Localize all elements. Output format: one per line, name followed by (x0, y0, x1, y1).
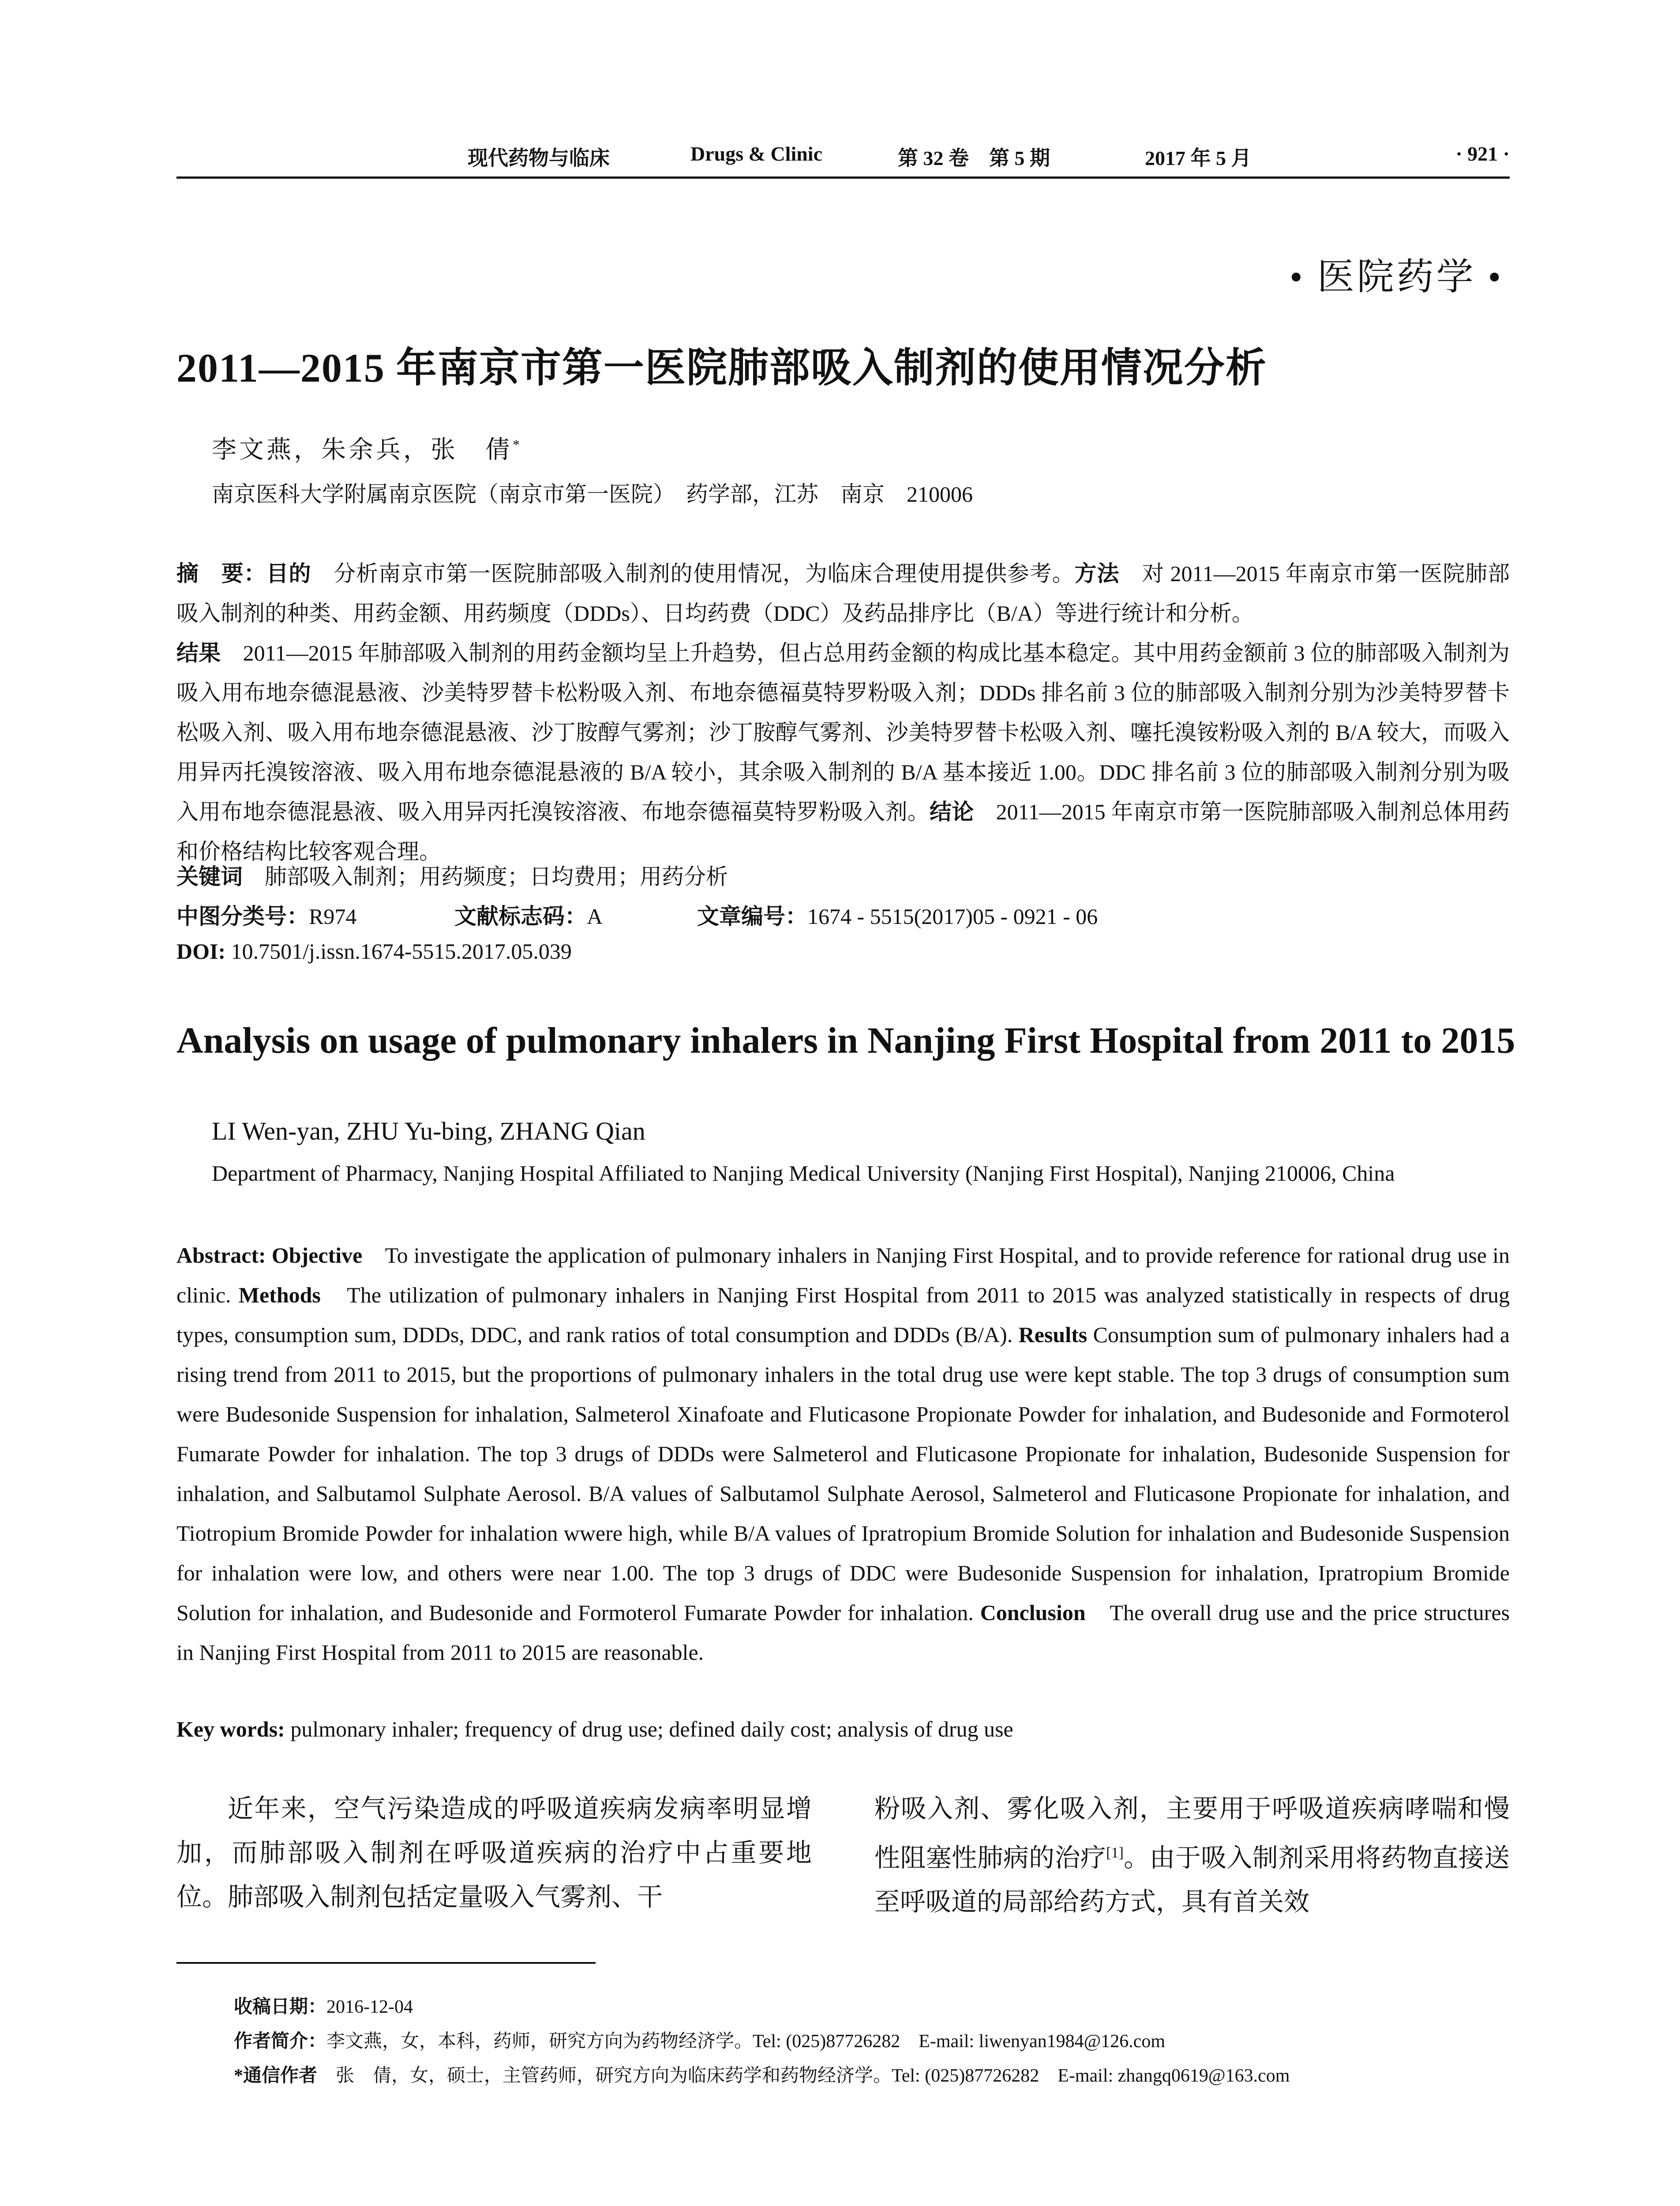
keywords-en (176, 1716, 1013, 1742)
author-names-zh: 李文燕，朱余兵，张 倩 (212, 436, 513, 464)
doc-code-value: A (587, 904, 603, 929)
objective-text-en: To investigate the application of pulmonary inhalers in Nanjing First Hospital, and to provide reference for rational drug use in clinic. (176, 1243, 1510, 1307)
results-label-en: Results (1018, 1322, 1088, 1347)
body-column-right (874, 1787, 1510, 1924)
conclusion-label-en: Conclusion (980, 1600, 1086, 1625)
body-right-text-a: 粉吸入剂、雾化吸入剂，主要用于呼吸道疾病哮喘和慢性阻塞性肺病的治疗 (874, 1794, 1510, 1872)
conclusion-text-en: The overall drug use and the price structures in Nanjing First Hospital from 2011 to 2015 are reasonable. (176, 1600, 1510, 1665)
article-number (697, 899, 1098, 930)
article-title-en: Analysis on usage of pulmonary inhalers in Nanjing First Hospital from 2011 to 2015 (176, 1020, 1515, 1061)
methods-text-zh: 对 2011—2015 年南京市第一医院肺部吸入制剂的种类、用药金额、用药频度（DDDs）、日均药费（DDC）及药品排序比（B/A）等进行统计和分析。 (176, 561, 1510, 626)
received-label: 收稿日期： (234, 1997, 327, 2017)
abstract-label-en: Abstract: (176, 1243, 266, 1268)
authors-en: LI Wen-yan, ZHU Yu-bing, ZHANG Qian (212, 1117, 645, 1145)
body-right-text-b: 。由于吸入制剂采用将药物直接送至呼吸道的局部给药方式，具有首关效 (874, 1843, 1510, 1917)
doi-line (176, 938, 572, 964)
footnote-author-bio (234, 2026, 1165, 2053)
publication-date: 2017 年 5 月 (1145, 147, 1252, 169)
authors-zh (212, 430, 522, 465)
corresponding-label: *通信作者 (234, 2066, 318, 2086)
clc-label: 中图分类号： (176, 904, 309, 929)
objective-text-zh: 分析南京市第一医院肺部吸入制剂的使用情况，为临床合理使用提供参考。 (311, 561, 1075, 586)
body-column-left: 近年来，空气污染造成的呼吸道疾病发病率明显增加，而肺部吸入制剂在呼吸道疾病的治疗中占重要地位。肺部吸入制剂包括定量吸入气雾剂、干 (176, 1794, 812, 1911)
classification-line (176, 899, 1510, 930)
affiliation-en: Department of Pharmacy, Nanjing Hospital Affiliated to Nanjing Medical University (Nanjing First Hospital), Nanjing 210006, China (212, 1161, 1395, 1186)
article-title-zh: 2011—2015 年南京市第一医院肺部吸入制剂的使用情况分析 (176, 345, 1267, 390)
objective-label-en: Objective (266, 1243, 363, 1268)
header-rule (176, 176, 1510, 179)
clc-value: R974 (309, 904, 357, 929)
results-label-zh: 结果 (176, 641, 221, 665)
keywords-text-en: pulmonary inhaler; frequency of drug use; defined daily cost; analysis of drug use (285, 1717, 1013, 1741)
abstract-label-zh: 摘 要： (176, 561, 266, 586)
abstract-en (176, 1235, 1510, 1672)
footnote-rule (176, 1962, 596, 1964)
methods-label-en: Methods (238, 1283, 321, 1307)
article-number-value: 1674 - 5515(2017)05 - 0921 - 06 (807, 904, 1098, 929)
doc-code-label: 文献标志码： (454, 904, 587, 929)
keywords-label-en: Key words: (176, 1717, 285, 1741)
conclusion-text-zh: 2011—2015 年南京市第一医院肺部吸入制剂总体用药和价格结构比较客观合理。 (176, 799, 1510, 864)
author-bio-label: 作者简介： (234, 2031, 327, 2052)
objective-label-zh: 目的 (266, 561, 311, 586)
journal-name-zh: 现代药物与临床 (468, 147, 610, 169)
document-code (454, 899, 603, 930)
received-date: 2016-12-04 (326, 1997, 413, 2017)
clc-number (176, 899, 356, 930)
keywords-zh (176, 859, 728, 891)
article-number-label: 文章编号： (697, 904, 807, 929)
abstract-zh (176, 554, 1510, 871)
journal-name-en: Drugs & Clinic (690, 143, 822, 165)
section-label: • 医院药学 • (1290, 257, 1504, 298)
results-text-zh: 2011—2015 年肺部吸入制剂的用药金额均呈上升趋势，但占总用药金额的构成比基本稳定。其中用药金额前 3 位的肺部吸入制剂为吸入用布地奈德混悬液、沙美特罗替卡松粉吸入剂、布地奈德福莫特罗粉吸入剂；DDDs 排名前 3 位的肺部吸入制剂分别为沙美特罗替卡松吸入剂、吸入用布地奈德混悬液、沙丁胺醇气雾剂；沙丁胺醇气雾剂、沙美特罗替卡松吸入剂、噻托溴铵粉吸入剂的 B/A 较大，而吸入用异丙托溴铵溶液、吸入用布地奈德混悬液的 B/A 较小，其余吸入制剂的 B/A 基本接近 1.00。DDC 排名前 3 位的肺部吸入制剂分别为吸入用布地奈德混悬液、吸入用异丙托溴铵溶液、布地奈德福莫特罗粉吸入剂。 (176, 641, 1510, 824)
affiliation-zh: 南京医科大学附属南京医院（南京市第一医院） 药学部，江苏 南京 210006 (212, 482, 973, 506)
doi-label: DOI: (176, 939, 226, 964)
author-bio-text: 李文燕，女，本科，药师，研究方向为药物经济学。Tel: (025)87726282 E-mail: liwenyan1984@126.com (326, 2031, 1166, 2052)
footnote-corresponding (234, 2061, 1290, 2087)
methods-text-en: The utilization of pulmonary inhalers in Nanjing First Hospital from 2011 to 2015 was analyzed statistically in respects of drug types, consumption sum, DDDs, DDC, and rank ratios of total consumption and DDDs (B/A). (176, 1283, 1510, 1347)
volume-issue: 第 32 卷 第 5 期 (898, 147, 1050, 169)
conclusion-label-zh: 结论 (930, 799, 974, 824)
running-header (176, 142, 1510, 177)
keywords-text-zh: 肺部吸入制剂；用药频度；日均费用；用药分析 (243, 864, 728, 889)
methods-label-zh: 方法 (1074, 561, 1120, 586)
page-number: · 921 · (1455, 143, 1510, 165)
results-text-en: Consumption sum of pulmonary inhalers had a rising trend from 2011 to 2015, but the proportions of pulmonary inhalers in the total drug use were kept stable. The top 3 drugs of consumption sum were Budesonide Suspension for inhalation, Salmeterol Xinafoate and Fluticasone Propionate Powder for inhalation, and Budesonide and Formoterol Fumarate Powder for inhalation. The top 3 drugs of DDDs were Salmeterol and Fluticasone Propionate for inhalation, Budesonide Suspension for inhalation, and Salbutamol Sulphate Aerosol. B/A values of Salbutamol Sulphate Aerosol, Salmeterol and Fluticasone Propionate for inhalation, and Tiotropium Bromide Powder for inhalation wwere high, while B/A values of Ipratropium Bromide Solution for inhalation and Budesonide Suspension for inhalation were low, and others were near 1.00. The top 3 drugs of DDC were Budesonide Suspension for inhalation, Ipratropium Bromide Solution for inhalation, and Budesonide and Formoterol Fumarate Powder for inhalation. (176, 1322, 1510, 1625)
footnote-received (234, 1992, 413, 2018)
doi-value: 10.7501/j.issn.1674-5515.2017.05.039 (225, 939, 572, 964)
keywords-label-zh: 关键词 (176, 864, 243, 889)
corresponding-text: 张 倩，女，硕士，主管药师，研究方向为临床药学和药物经济学。Tel: (025)87726282 E-mail: zhangq0619@163.com (317, 2066, 1290, 2086)
citation-ref[interactable]: [1] (1106, 1845, 1124, 1861)
corresponding-mark: * (513, 436, 522, 453)
